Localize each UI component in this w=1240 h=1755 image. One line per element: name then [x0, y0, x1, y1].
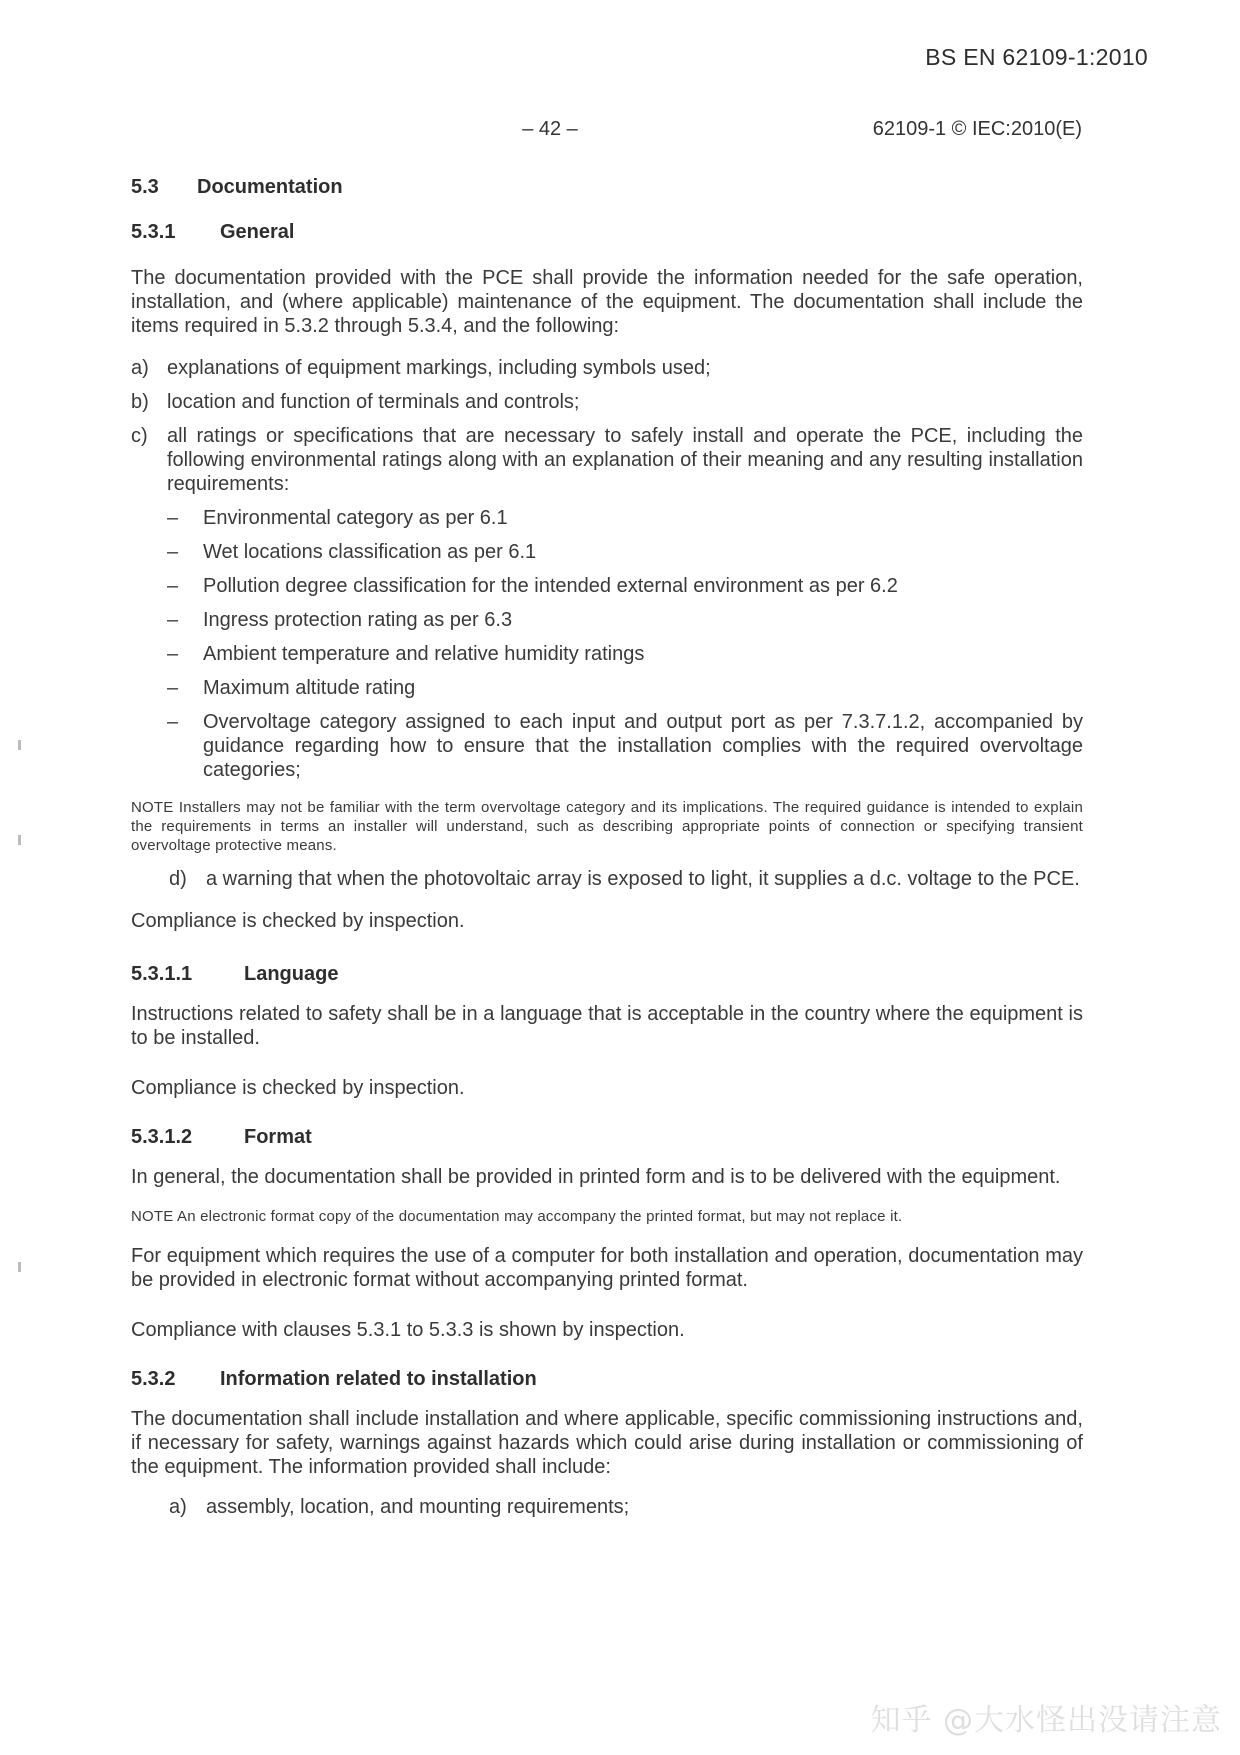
list-item: – Maximum altitude rating — [167, 677, 416, 699]
scan-margin-mark — [18, 1262, 21, 1272]
language-text: Instructions related to safety shall be in a language that is acceptable in the country where the equipment is to be installed. — [131, 1003, 1083, 1049]
compliance-statement: Compliance is checked by inspection. — [131, 910, 465, 932]
installation-text: The documentation shall include installation and where applicable, specific commissioning instructions and, if necessary for safety, warnings against hazards which could arise during installation or commissioning of the equipment. The information provided shall include: — [131, 1408, 1083, 1478]
section-heading-5-3-1-2 — [131, 1126, 1083, 1149]
format-text: In general, the documentation shall be provided in printed form and is to be delivered with the equipment. — [131, 1166, 1061, 1188]
section-title: Documentation — [197, 176, 343, 198]
section-number: 5.3 — [131, 176, 159, 198]
section-number: 5.3.1.2 — [131, 1126, 193, 1148]
compliance-statement: Compliance is checked by inspection. — [131, 1077, 465, 1099]
general-items-list — [131, 356, 1083, 496]
section-title: Format — [244, 1126, 312, 1148]
section-title: General — [220, 221, 295, 243]
list-item: – Environmental category as per 6.1 — [167, 507, 508, 529]
section-number: 5.3.2 — [131, 1368, 176, 1390]
list-item-d: d) a warning that when the photovoltaic array is exposed to light, it supplies a d.c. voltage to the PCE. — [169, 868, 1080, 890]
watermark: 知乎 @大水怪出没请注意 — [870, 1703, 1222, 1738]
copyright-line: 62109-1 © IEC:2010(E) — [872, 118, 1082, 140]
section-heading-5-3 — [131, 176, 1083, 199]
note-overvoltage: NOTE Installers may not be familiar with the term overvoltage category and its implications. The required guidance is intended to explain the requirements in terms an installer will understand, such as describing appropriate points of connection or specifying transient overvoltage protective means. — [131, 799, 1083, 854]
list-item: – Ambient temperature and relative humidity ratings — [167, 643, 645, 665]
scan-margin-mark — [18, 835, 21, 845]
list-item: – Ingress protection rating as per 6.3 — [167, 609, 513, 631]
list-item-a: a) assembly, location, and mounting requirements; — [169, 1496, 630, 1518]
list-item: – Wet locations classification as per 6.1 — [167, 541, 537, 563]
compliance-statement: Compliance with clauses 5.3.1 to 5.3.3 is shown by inspection. — [131, 1319, 685, 1341]
section-number: 5.3.1.1 — [131, 963, 193, 985]
format-text-electronic: For equipment which requires the use of a computer for both installation and operation, documentation may be provided in electronic format without accompanying printed format. — [131, 1245, 1083, 1291]
section-heading-5-3-1 — [131, 221, 1083, 244]
list-item: c) all ratings or specifications that are necessary to safely install and operate the PCE, including the following environmental ratings along with an explanation of their meaning and any resulting installation requirements: — [131, 425, 1083, 495]
section-heading-5-3-2 — [131, 1368, 1083, 1391]
list-item: b) location and function of terminals and controls; — [131, 391, 580, 413]
section-title: Language — [244, 963, 339, 985]
section-title: Information related to installation — [220, 1368, 537, 1390]
list-item: – Pollution degree classification for the intended external environment as per 6.2 — [167, 575, 898, 597]
page-number: – 42 – — [522, 118, 578, 140]
list-item: – Overvoltage category assigned to each input and output port as per 7.3.7.1.2, accompanied by guidance regarding how to ensure that the installation complies with the required overvoltage categories; — [167, 711, 1083, 781]
environmental-ratings-list — [131, 506, 1083, 782]
note-electronic-format: NOTE An electronic format copy of the documentation may accompany the printed format, but may not replace it. — [131, 1208, 903, 1225]
list-item: a) explanations of equipment markings, including symbols used; — [131, 357, 711, 379]
general-intro: The documentation provided with the PCE shall provide the information needed for the safe operation, installation, and (where applicable) maintenance of the equipment. The documentation shall include the items required in 5.3.2 through 5.3.4, and the following: — [131, 267, 1083, 337]
section-number: 5.3.1 — [131, 221, 176, 243]
scan-margin-mark — [18, 740, 21, 750]
document-body — [131, 176, 1083, 1519]
section-heading-5-3-1-1 — [131, 963, 1083, 986]
standard-id: BS EN 62109-1:2010 — [925, 44, 1148, 70]
